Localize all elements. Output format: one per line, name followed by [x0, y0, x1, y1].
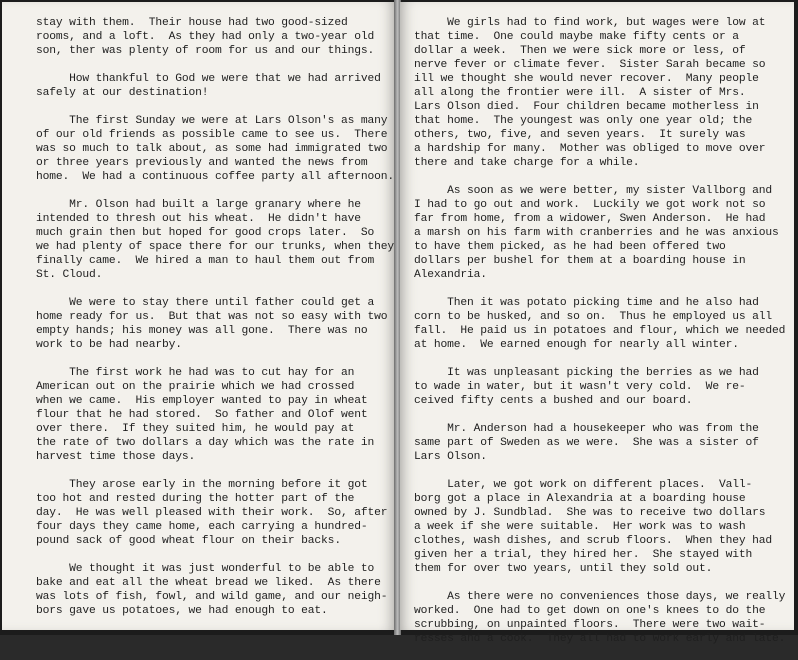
- text-line: work to be had nearby.: [36, 339, 182, 351]
- text-line: dollar a week. Then we were sick more or less, of: [414, 45, 746, 57]
- text-line: there and take charge for a while.: [414, 157, 640, 169]
- text-line: son, ther was plenty of room for us and our things.: [36, 45, 375, 57]
- text-line: rooms, and a loft. As they had only a two-year old: [36, 31, 375, 43]
- left-page: [2, 2, 395, 630]
- text-line: over there. If they suited him, he would pay at: [36, 423, 355, 435]
- text-line: far from home, from a widower, Swen Anderson. He had: [414, 213, 766, 225]
- text-line: was so much to talk about, as some had immigrated two: [36, 143, 388, 155]
- paragraph: [36, 296, 386, 352]
- text-line: safely at our destination!: [36, 87, 209, 99]
- paragraph: [36, 198, 394, 282]
- paragraph: [414, 366, 784, 408]
- text-line: resses and a cook. They all had to work early and late.: [414, 633, 786, 645]
- text-line: The first work he had was to cut hay for an: [36, 367, 355, 379]
- text-line: flour that he had stored. So father and Olof went: [36, 409, 368, 421]
- text-line: owned by J. Sundblad. She was to receive two dollars: [414, 507, 766, 519]
- paragraph: [36, 366, 386, 464]
- right-page-text: [414, 16, 784, 660]
- text-line: corn to be husked, and so on. Thus he employed us all: [414, 311, 772, 323]
- text-line: Lars Olson died. Four children became motherless in: [414, 101, 759, 113]
- text-line: scrubbing, on unpainted floors. There were two wait-: [414, 619, 766, 631]
- text-line: clothes, wash dishes, and scrub floors. When they had: [414, 535, 772, 547]
- text-line: that time. One could maybe make fifty cents or a: [414, 31, 739, 43]
- text-line: finally came. We hired a man to haul them out from: [36, 255, 375, 267]
- text-line: fall. He paid us in potatoes and flour, which we needed: [414, 325, 786, 337]
- paragraph: [36, 562, 386, 618]
- text-line: Alexandria.: [414, 269, 487, 281]
- text-line: St. Cloud.: [36, 269, 103, 281]
- paragraph: [414, 422, 784, 464]
- text-line: It was unpleasant picking the berries as we had: [414, 367, 759, 379]
- text-line: American out on the prairie which we had crossed: [36, 381, 355, 393]
- text-line: Lars Olson.: [414, 451, 487, 463]
- text-line: harvest time those days.: [36, 451, 196, 463]
- text-line: worked. One had to get down on one's knees to do the: [414, 605, 766, 617]
- text-line: bors gave us potatoes, we had enough to eat.: [36, 605, 328, 617]
- text-line: How thankful to God we were that we had arrived: [36, 73, 381, 85]
- text-line: pound sack of good wheat flour on their backs.: [36, 535, 341, 547]
- text-line: when we came. His employer wanted to pay in wheat: [36, 395, 368, 407]
- text-line: that home. The youngest was only one year old; the: [414, 115, 753, 127]
- text-line: others, two, five, and seven years. It surely was: [414, 129, 746, 141]
- text-line: of our old friends as possible came to see us. There: [36, 129, 388, 141]
- left-page-text: [36, 16, 394, 632]
- text-line: As soon as we were better, my sister Vallborg and: [414, 185, 772, 197]
- text-line: borg got a place in Alexandria at a boarding house: [414, 493, 746, 505]
- text-line: We girls had to find work, but wages were low at: [414, 17, 766, 29]
- paragraph: [414, 296, 784, 352]
- text-line: to have them picked, as he had been offered two: [414, 241, 726, 253]
- text-line: home ready for us. But that was not so easy with two: [36, 311, 388, 323]
- text-line: them for over two years, until they sold out.: [414, 563, 713, 575]
- text-line: As there were no conveniences those days, we really: [414, 591, 786, 603]
- text-line: Later, we got work on different places. Vall-: [414, 479, 753, 491]
- text-line: at home. We earned enough for nearly all winter.: [414, 339, 739, 351]
- text-line: too hot and rested during the hotter part of the: [36, 493, 355, 505]
- text-line: to wade in water, but it wasn't very cold. We re-: [414, 381, 746, 393]
- text-line: or three years previously and wanted the news from: [36, 157, 368, 169]
- text-line: Mr. Olson had built a large granary where he: [36, 199, 361, 211]
- text-line: We were to stay there until father could get a: [36, 297, 375, 309]
- text-line: home. We had a continuous coffee party all afternoon.: [36, 171, 394, 183]
- text-line: Then it was potato picking time and he also had: [414, 297, 759, 309]
- text-line: we had plenty of space there for our trunks, when they: [36, 241, 394, 253]
- text-line: a hardship for many. Mother was obliged to move over: [414, 143, 766, 155]
- text-line: day. He was well pleased with their work. So, after: [36, 507, 388, 519]
- paragraph: [414, 16, 784, 170]
- text-line: all along the frontier were ill. A sister of Mrs.: [414, 87, 746, 99]
- text-line: a marsh on his farm with cranberries and he was anxious: [414, 227, 779, 239]
- text-line: intended to thresh out his wheat. He didn't have: [36, 213, 361, 225]
- paragraph: [414, 590, 784, 646]
- text-line: was lots of fish, fowl, and wild game, and our neigh-: [36, 591, 388, 603]
- text-line: The first Sunday we were at Lars Olson's as many: [36, 115, 388, 127]
- text-line: nerve fever or climate fever. Sister Sarah became so: [414, 59, 766, 71]
- text-line: ill we thought she would never recover. Many people: [414, 73, 759, 85]
- paragraph: [36, 478, 386, 548]
- paragraph: [414, 184, 784, 282]
- text-line: same part of Sweden as we were. She was a sister of: [414, 437, 759, 449]
- right-page: [400, 2, 794, 645]
- text-line: We thought it was just wonderful to be able to: [36, 563, 375, 575]
- text-line: the rate of two dollars a day which was the rate in: [36, 437, 375, 449]
- text-line: I had to go out and work. Luckily we got work not so: [414, 199, 766, 211]
- text-line: much grain then but hoped for good crops later. So: [36, 227, 375, 239]
- text-line: They arose early in the morning before it got: [36, 479, 368, 491]
- text-line: Mr. Anderson had a housekeeper who was from the: [414, 423, 759, 435]
- paragraph: [36, 16, 386, 58]
- text-line: a week if she were suitable. Her work was to wash: [414, 521, 746, 533]
- text-line: ceived fifty cents a bushed and our board.: [414, 395, 693, 407]
- paragraph: [36, 114, 394, 184]
- paragraph: [414, 478, 784, 576]
- text-line: bake and eat all the wheat bread we liked. As there: [36, 577, 381, 589]
- text-line: four days they came home, each carrying a hundred-: [36, 521, 368, 533]
- text-line: stay with them. Their house had two good-sized: [36, 17, 348, 29]
- text-line: given her a trial, they hired her. She stayed with: [414, 549, 753, 561]
- text-line: empty hands; his money was all gone. There was no: [36, 325, 368, 337]
- text-line: dollars per bushel for them at a boarding house in: [414, 255, 746, 267]
- paragraph: [36, 72, 386, 100]
